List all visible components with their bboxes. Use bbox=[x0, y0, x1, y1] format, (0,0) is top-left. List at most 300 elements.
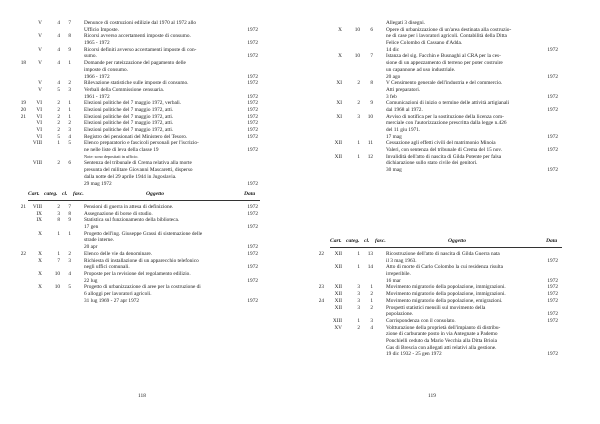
entry-fascicle: 7 bbox=[370, 53, 373, 60]
entry-date: 1972 bbox=[247, 277, 258, 284]
entry-cart-number: 22 bbox=[318, 251, 324, 257]
header-oggetto: Oggetto bbox=[448, 238, 467, 244]
entry-subject: Richiesta di installazione di un apparecchio telefonico bbox=[84, 257, 199, 264]
entry-class: 3 bbox=[357, 291, 360, 298]
entry-line bbox=[0, 80, 300, 87]
entry-fascicle: 8 bbox=[68, 33, 71, 40]
entry-subject: Pensioni di guerra in attesa di definizione. bbox=[84, 204, 174, 210]
entry-category: V bbox=[38, 60, 42, 67]
entry-line bbox=[0, 60, 300, 67]
entry-category: X bbox=[338, 53, 342, 60]
entry-line bbox=[300, 40, 600, 47]
entry-line bbox=[300, 47, 600, 54]
entry-fascicle: 8 bbox=[370, 80, 373, 87]
entry-subject: 1966 - 1972 bbox=[84, 73, 110, 80]
entry-date: 1972 bbox=[247, 73, 258, 80]
entry-date: 1972 bbox=[247, 224, 258, 231]
entry-line bbox=[300, 94, 600, 101]
entry-subject: Ponchielli ceduto da Mario Vecchia alla Ditta Brioia bbox=[386, 337, 497, 344]
header-data: Data bbox=[244, 191, 256, 197]
entry-line bbox=[300, 264, 600, 271]
entry-class: 2 bbox=[57, 106, 60, 113]
entry-subject: 14 dic bbox=[386, 46, 400, 53]
entry-cart-number: 22 bbox=[20, 250, 26, 257]
entry-subject: Elezioni politiche del 7 maggio 1972, verbali. bbox=[84, 100, 182, 107]
entry-category: X bbox=[38, 270, 42, 277]
entry-line bbox=[0, 264, 300, 271]
entry-line bbox=[0, 251, 300, 258]
entry-line bbox=[0, 140, 300, 147]
entry-class: 3 bbox=[357, 304, 360, 311]
entry-category: XII bbox=[334, 284, 342, 291]
entry-date: 1972 bbox=[247, 250, 258, 257]
entry-class: 10 bbox=[54, 284, 60, 291]
entry-subject: 22 lug bbox=[84, 277, 98, 284]
entry-class: 5 bbox=[57, 86, 60, 93]
entry-line bbox=[0, 237, 300, 244]
entry-date: 1972 bbox=[547, 133, 558, 140]
entry-category: X bbox=[38, 230, 42, 237]
entry-subject: 30 mag bbox=[386, 167, 402, 174]
entry-cart-number: 21 bbox=[20, 204, 26, 210]
entry-category: X bbox=[338, 26, 342, 33]
entry-line bbox=[0, 53, 300, 60]
entry-subject: Movimento migratorio della popolazione, immigrazioni. bbox=[386, 291, 506, 298]
entry-line bbox=[0, 271, 300, 278]
entry-category: XII bbox=[334, 251, 342, 257]
left-top-entries bbox=[0, 20, 300, 187]
entry-fascicle: 6 bbox=[370, 26, 373, 33]
entry-class: 1 bbox=[357, 251, 360, 257]
header-fasc: fasc. bbox=[375, 238, 386, 244]
entry-line bbox=[0, 231, 300, 238]
entry-fascicle: 13 bbox=[367, 251, 373, 257]
entry-class: 2 bbox=[57, 113, 60, 120]
entry-fascicle: 8 bbox=[68, 210, 71, 217]
entry-date: 1972 bbox=[547, 311, 558, 318]
entry-line bbox=[0, 127, 300, 134]
entry-fascicle: 2 bbox=[68, 80, 71, 87]
entry-fascicle: 10 bbox=[367, 113, 373, 120]
entry-subject: Allegati 3 disegni. bbox=[386, 20, 425, 26]
entry-subject: 29 mag 1972 bbox=[84, 180, 112, 187]
entry-subject: Progetto di urbanizzazione di aree per la costruzione di bbox=[84, 284, 201, 291]
entry-class: 2 bbox=[57, 127, 60, 133]
entry-line bbox=[300, 80, 600, 87]
entry-category: VI bbox=[36, 133, 42, 140]
entry-line bbox=[0, 181, 300, 188]
entry-class: 7 bbox=[57, 257, 60, 264]
entry-class: 1 bbox=[57, 250, 60, 257]
entry-subject: Elezioni politiche del 7 maggio 1972, atti. bbox=[84, 120, 174, 127]
entry-category: XI bbox=[336, 100, 342, 107]
entry-subject: 1961 - 1972 bbox=[84, 93, 110, 100]
entry-line bbox=[300, 120, 600, 127]
entry-subject: V Censimento generale dell'industria e del commercio. bbox=[386, 80, 503, 87]
entry-line bbox=[300, 53, 600, 60]
entry-class: 2 bbox=[57, 120, 60, 127]
entry-subject: Statistica sul funzionamento della biblioteca. bbox=[84, 217, 180, 224]
entry-subject: Progetto dell'ing. Giuseppe Grassi di sistemazione delle bbox=[84, 230, 203, 237]
entry-date: 1972 bbox=[547, 73, 558, 80]
entry-line bbox=[300, 305, 600, 312]
entry-date: 1972 bbox=[247, 53, 258, 60]
entry-line bbox=[300, 114, 600, 121]
entry-class: 5 bbox=[57, 133, 60, 140]
entry-subject: Note: sono depositati in ufficio. bbox=[84, 153, 139, 159]
entry-subject: Proposte per la revisione del regolamento edilizio. bbox=[84, 270, 191, 277]
left-header-rule bbox=[28, 200, 260, 201]
entry-subject: dalla notte del 29 aprile 1944 in Jugoslavia. bbox=[84, 173, 177, 180]
entry-line bbox=[0, 27, 300, 34]
entry-date: 1972 bbox=[247, 127, 258, 133]
entry-category: IX bbox=[36, 210, 42, 217]
entry-line bbox=[0, 258, 300, 265]
entry-subject: ne di case per i lavoratori agricoli. Contabilità della Ditta bbox=[386, 33, 507, 40]
entry-line bbox=[0, 174, 300, 181]
entry-line bbox=[0, 160, 300, 167]
entry-category: VI bbox=[36, 127, 42, 133]
entry-line bbox=[300, 325, 600, 332]
header-cl: cl. bbox=[364, 238, 370, 244]
entry-category: VI bbox=[36, 100, 42, 107]
entry-class: 2 bbox=[357, 80, 360, 87]
entry-subject: Domande per rateizzazione del pagamento delle bbox=[84, 60, 186, 67]
entry-line bbox=[300, 60, 600, 67]
entry-class: 2 bbox=[57, 204, 60, 210]
entry-category: XII bbox=[334, 304, 342, 311]
entry-class: 1 bbox=[57, 230, 60, 237]
entry-date: 1972 bbox=[247, 26, 258, 33]
entry-subject: Cessazione agli effetti civili del matrimonio Minoia bbox=[386, 140, 496, 147]
entry-subject: Verbali della Commissione censuaria. bbox=[84, 86, 165, 93]
right-page bbox=[300, 0, 600, 424]
entry-date: 1972 bbox=[247, 147, 258, 154]
entry-subject: strade interne. bbox=[84, 237, 115, 244]
entry-subject: 17 gen bbox=[84, 224, 99, 231]
entry-category: XII bbox=[334, 264, 342, 271]
entry-subject: merciale con l'autorizzazione prescritta dalla legge n.426 bbox=[386, 120, 507, 127]
right-bottom-entries bbox=[300, 251, 600, 358]
entry-line bbox=[0, 278, 300, 285]
entry-fascicle: 5 bbox=[68, 140, 71, 147]
entry-category: X bbox=[38, 284, 42, 291]
entry-subject: Ufficio Imposte. bbox=[84, 26, 119, 33]
entry-subject: Registro dei pensionati del Ministero del Tesoro. bbox=[84, 133, 188, 140]
entry-class: 1 bbox=[357, 317, 360, 324]
entry-cart-number: 21 bbox=[20, 113, 26, 120]
entry-category: V bbox=[38, 80, 42, 87]
entry-subject: Ricostruzione dell'atto di nascita di Gilda Guerra nata bbox=[386, 251, 500, 257]
entry-subject: dal 1968 al 1972. bbox=[386, 106, 423, 113]
entry-line bbox=[0, 211, 300, 218]
entry-line bbox=[300, 258, 600, 265]
entry-line bbox=[300, 311, 600, 318]
entry-date: 1972 bbox=[247, 40, 258, 47]
entry-subject: 16 mar bbox=[386, 277, 401, 284]
entry-line bbox=[300, 27, 600, 34]
entry-line bbox=[300, 345, 600, 352]
entry-subject: Elenco delle vie da denominare. bbox=[84, 250, 153, 257]
entry-category: VIII bbox=[32, 160, 42, 167]
entry-fascicle: 5 bbox=[68, 284, 71, 291]
entry-category: V bbox=[38, 46, 42, 53]
entry-category: VI bbox=[36, 106, 42, 113]
entry-subject: Movimento migratorio della popolazione, immigrazioni. bbox=[386, 284, 506, 291]
entry-note bbox=[0, 154, 300, 161]
entry-class: 3 bbox=[57, 210, 60, 217]
entry-class: 3 bbox=[357, 113, 360, 120]
entry-class: 4 bbox=[57, 33, 60, 40]
header-categ: categ. bbox=[44, 191, 58, 197]
entry-class: 1 bbox=[57, 140, 60, 147]
entry-subject: Sentenza del tribunale di Crema relativa alla morte bbox=[84, 160, 192, 167]
entry-line bbox=[0, 87, 300, 94]
entry-line bbox=[300, 20, 600, 27]
entry-line bbox=[300, 67, 600, 74]
entry-subject: 3 feb bbox=[386, 93, 397, 100]
entry-subject: Assegnazione di borse di studio. bbox=[84, 210, 153, 217]
entry-line bbox=[300, 33, 600, 40]
entry-fascicle: 4 bbox=[68, 133, 71, 140]
entry-category: XII bbox=[334, 291, 342, 298]
left-bottom-entries bbox=[0, 204, 300, 304]
entry-fascicle: 3 bbox=[68, 127, 71, 133]
entry-fascicle: 14 bbox=[367, 264, 373, 271]
right-column-header bbox=[330, 237, 562, 246]
entry-subject: Corrispondenza con il consolato. bbox=[386, 317, 456, 324]
entry-subject: ne nelle liste di leva della classe 19 bbox=[84, 147, 159, 154]
entry-line bbox=[0, 47, 300, 54]
entry-line bbox=[0, 74, 300, 81]
entry-date: 1972 bbox=[547, 291, 558, 298]
entry-date: 1972 bbox=[247, 113, 258, 120]
left-column-header bbox=[28, 190, 258, 199]
entry-date: 1972 bbox=[547, 167, 558, 174]
entry-line bbox=[0, 298, 300, 305]
entry-line bbox=[0, 284, 300, 291]
entry-subject: imposte di consumo. bbox=[84, 66, 128, 73]
entry-fascicle: 7 bbox=[68, 20, 71, 26]
header-cart: Cart. bbox=[330, 238, 342, 244]
entry-class: 10 bbox=[354, 53, 360, 60]
entry-line bbox=[0, 20, 300, 27]
entry-class: 4 bbox=[57, 80, 60, 87]
entry-subject: Prospetti statistici mensili sul movimento della bbox=[386, 304, 486, 311]
entry-fascicle: 1 bbox=[68, 230, 71, 237]
entry-subject: Istanza del sig. Facchin e Busnaghi al CRA per la ces- bbox=[386, 53, 501, 60]
entry-class: 4 bbox=[57, 46, 60, 53]
entry-line bbox=[300, 278, 600, 285]
entry-fascicle: 1 bbox=[68, 113, 71, 120]
entry-date: 1972 bbox=[247, 100, 258, 107]
entry-line bbox=[300, 271, 600, 278]
entry-date: 1972 bbox=[547, 46, 558, 53]
entry-line bbox=[0, 40, 300, 47]
entry-subject: Elezioni politiche del 7 maggio 1972, atti. bbox=[84, 113, 174, 120]
entry-date: 1972 bbox=[547, 297, 558, 304]
entry-category: XII bbox=[334, 153, 342, 160]
entry-class: 4 bbox=[57, 60, 60, 67]
entry-date: 1972 bbox=[547, 106, 558, 113]
entry-line bbox=[300, 251, 600, 258]
entry-date: 1972 bbox=[547, 257, 558, 264]
entry-subject: Comunicazioni di inizio o termine delle attività artigianali bbox=[386, 100, 510, 107]
entry-subject: Elezioni politiche del 7 maggio 1972, atti. bbox=[84, 106, 174, 113]
entry-subject: 19 dic 1932 - 25 gen 1972 bbox=[386, 351, 442, 358]
entry-date: 1972 bbox=[247, 297, 258, 304]
entry-subject: Felice Colombo di Cassano d'Adda. bbox=[386, 40, 463, 47]
entry-subject: Atti preparatori. bbox=[386, 86, 421, 93]
entry-date: 1972 bbox=[547, 351, 558, 358]
entry-line bbox=[0, 33, 300, 40]
entry-class: 1 bbox=[357, 153, 360, 160]
entry-date: 1972 bbox=[247, 106, 258, 113]
entry-category: XIII bbox=[332, 317, 342, 324]
entry-fascicle: 4 bbox=[370, 324, 373, 331]
entry-cart-number: 19 bbox=[20, 100, 26, 107]
entry-category: XII bbox=[334, 140, 342, 147]
entry-subject: Rilevazione statistiche sulle imposte di consumo. bbox=[84, 80, 189, 87]
entry-cart-number: 20 bbox=[20, 106, 26, 113]
entry-fascicle: 11 bbox=[367, 140, 373, 147]
entry-line bbox=[300, 87, 600, 94]
entry-category: XI bbox=[336, 80, 342, 87]
entry-line bbox=[0, 100, 300, 107]
entry-line bbox=[300, 331, 600, 338]
entry-category: VIII bbox=[32, 140, 42, 147]
entry-class: 2 bbox=[357, 324, 360, 331]
entry-line bbox=[300, 160, 600, 167]
entry-date: 1972 bbox=[247, 80, 258, 87]
entry-line bbox=[0, 120, 300, 127]
entry-subject: Gas di Brescia con allegati atti relativi alla gestione. bbox=[386, 344, 497, 351]
entry-subject: 31 lug 1969 - 27 apr 1972 bbox=[84, 297, 140, 304]
entry-category: V bbox=[38, 20, 42, 26]
entry-line bbox=[300, 291, 600, 298]
entry-subject: negli uffici comunali. bbox=[84, 264, 130, 271]
header-cart: Cart. bbox=[28, 191, 40, 197]
entry-subject: 20 ago bbox=[386, 73, 401, 80]
entry-fascicle: 1 bbox=[68, 60, 71, 67]
entry-line bbox=[0, 167, 300, 174]
entry-line bbox=[300, 127, 600, 134]
entry-subject: Elezioni politiche del 7 maggio 1972, atti. bbox=[84, 127, 174, 133]
entry-category: XI bbox=[336, 113, 342, 120]
entry-category: IX bbox=[36, 217, 42, 224]
entry-line bbox=[0, 134, 300, 141]
entry-cart-number: 18 bbox=[20, 60, 26, 67]
entry-subject: 1965 - 1972 bbox=[84, 40, 110, 47]
entry-fascicle: 3 bbox=[68, 86, 71, 93]
header-fasc: fasc. bbox=[73, 191, 84, 197]
entry-class: 2 bbox=[357, 100, 360, 107]
entry-category: V bbox=[38, 86, 42, 93]
entry-subject: irreperibile. bbox=[386, 271, 411, 278]
entry-line bbox=[300, 284, 600, 291]
header-oggetto: Oggetto bbox=[146, 191, 165, 197]
entry-fascicle: 1 bbox=[68, 106, 71, 113]
entry-date: 1972 bbox=[547, 277, 558, 284]
entry-class: 1 bbox=[357, 264, 360, 271]
entry-line bbox=[300, 107, 600, 114]
entry-subject: sione di un appezzamento di terreno per poter costruire bbox=[386, 60, 503, 67]
entry-line bbox=[300, 167, 600, 174]
entry-fascicle: 9 bbox=[68, 46, 71, 53]
entry-line bbox=[300, 338, 600, 345]
entry-subject: presunta del militare Giovanni Mascaretti, disperso bbox=[84, 167, 193, 174]
entry-fascicle: 9 bbox=[370, 100, 373, 107]
entry-fascicle: 1 bbox=[370, 284, 373, 291]
entry-fascicle: 3 bbox=[68, 257, 71, 264]
entry-date: 1972 bbox=[547, 147, 558, 154]
entry-subject: Denunce di costruzioni edilizie dal 1970 al 1972 allo bbox=[84, 20, 197, 26]
entry-class: 10 bbox=[54, 270, 60, 277]
entry-fascicle: 1 bbox=[370, 297, 373, 304]
header-cl: cl. bbox=[62, 191, 68, 197]
entry-line bbox=[0, 224, 300, 231]
entry-fascicle: 2 bbox=[370, 304, 373, 311]
entry-fascicle: 9 bbox=[68, 217, 71, 224]
entry-subject: il 3 mag 1963. bbox=[386, 257, 417, 264]
entry-class: 10 bbox=[354, 26, 360, 33]
entry-class: 2 bbox=[57, 100, 60, 107]
entry-subject: un capannone ad uso industriale. bbox=[386, 66, 456, 73]
right-page-number: 119 bbox=[428, 393, 436, 399]
entry-date: 1972 bbox=[247, 180, 258, 187]
entry-date: 1972 bbox=[547, 93, 558, 100]
entry-line bbox=[300, 134, 600, 141]
entry-category: XV bbox=[334, 324, 342, 331]
entry-subject: sumo. bbox=[84, 53, 97, 60]
entry-category: X bbox=[38, 250, 42, 257]
entry-line bbox=[0, 204, 300, 211]
entry-category: VIII bbox=[32, 204, 42, 210]
entry-class: 1 bbox=[357, 140, 360, 147]
entry-fascicle: 2 bbox=[68, 250, 71, 257]
entry-subject: 20 apr bbox=[84, 244, 98, 251]
entry-subject: del 11 giu 1971. bbox=[386, 127, 421, 133]
entry-line bbox=[300, 154, 600, 161]
entry-subject: Avviso di notifica per la sostituzione della licenza com- bbox=[386, 113, 504, 120]
entry-fascicle: 4 bbox=[68, 270, 71, 277]
entry-line bbox=[300, 298, 600, 305]
entry-line bbox=[0, 94, 300, 101]
entry-class: 8 bbox=[57, 217, 60, 224]
entry-subject: 17 mag bbox=[386, 133, 402, 140]
entry-line bbox=[300, 318, 600, 325]
entry-category: X bbox=[38, 257, 42, 264]
entry-class: 3 bbox=[357, 284, 360, 291]
entry-fascicle: 12 bbox=[367, 153, 373, 160]
entry-fascicle: 2 bbox=[68, 120, 71, 127]
entry-class: 3 bbox=[357, 297, 360, 304]
entry-line bbox=[0, 291, 300, 298]
entry-date: 1972 bbox=[547, 317, 558, 324]
entry-date: 1972 bbox=[247, 264, 258, 271]
entry-date: 1972 bbox=[247, 244, 258, 251]
entry-date: 1972 bbox=[247, 204, 258, 210]
entry-date: 1972 bbox=[247, 120, 258, 127]
entry-category: XII bbox=[334, 297, 342, 304]
entry-category: V bbox=[38, 33, 42, 40]
entry-fascicle: 2 bbox=[370, 291, 373, 298]
entry-line bbox=[0, 114, 300, 121]
entry-subject: dichiarazione sullo stato civile dei genitori. bbox=[386, 160, 478, 167]
entry-category: VI bbox=[36, 113, 42, 120]
entry-fascicle: 6 bbox=[68, 160, 71, 167]
entry-subject: Opere di urbanizzazione di un'area destinata alla costruzio- bbox=[386, 26, 512, 33]
